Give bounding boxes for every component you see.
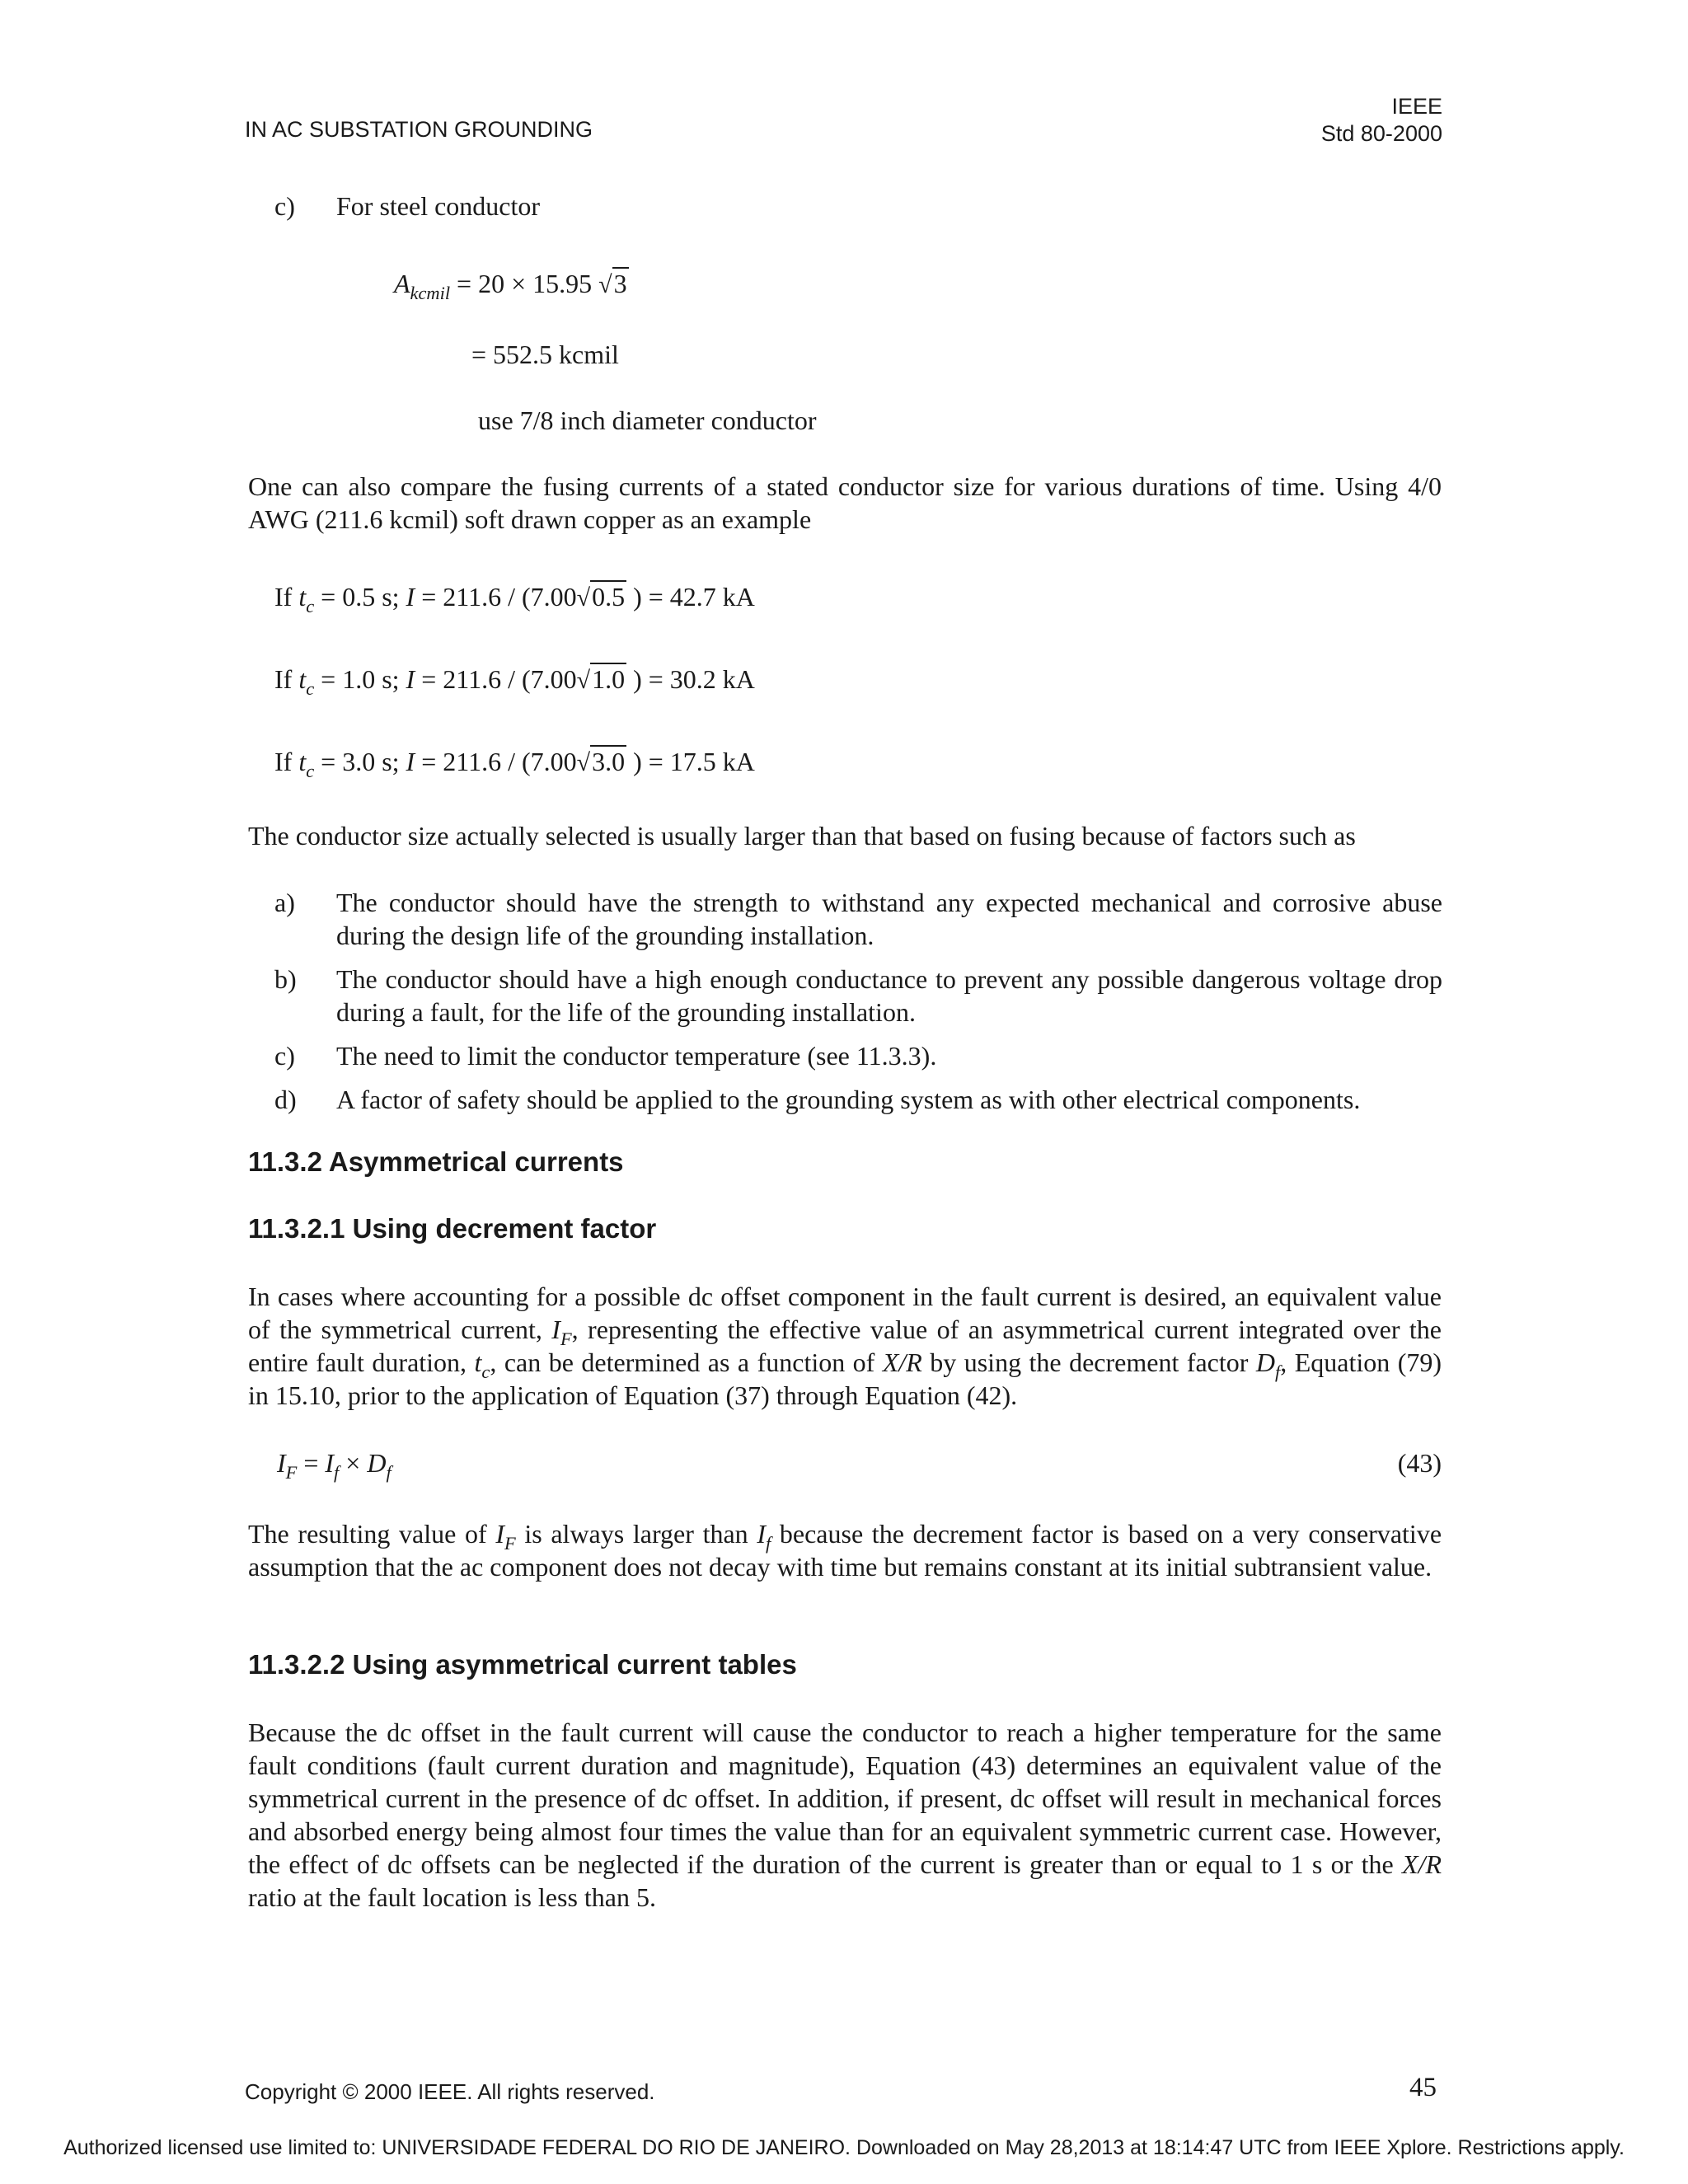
license-notice: Authorized licensed use limited to: UNIVERSIDADE FEDERAL DO RIO DE JANEIRO. Downloaded on May 28,2013 at 18:14:47 UTC from IEEE Xplore. Restrictions apply.	[63, 2136, 1625, 2159]
equation-number: (43)	[1397, 1448, 1442, 1478]
decrement-paragraph: In cases where accounting for a possible dc offset component in the fault current is desired, an equivalent value of the symmetrical current, $I_F$, representing the effective value of an asymmetrical current integrated over the entire fault duration, $t_c$, can be determined as a function of X/R by using the decrement factor $D_f$, Equation (79) in 15.10, prior to the application of Equation (37) through Equation (42).	[248, 1282, 1442, 1410]
sqrt-icon: √	[576, 584, 591, 612]
factor-label: d)	[274, 1085, 297, 1114]
steel-item-label: c)	[274, 191, 295, 221]
factor-label: a)	[274, 888, 295, 917]
steel-item-text: For steel conductor	[336, 191, 541, 221]
fusing-equation: If $t_c = 1.0$ s; I = 211.6 / (7.00√1.0 ) = 30.2 kA	[274, 664, 755, 699]
resulting-value-paragraph: The resulting value of $I_F$ is always larger than $I_f$ because the decrement factor is based on a very conservative assumption that the ac component does not decay with time but remains constant at its initial subtransient value.	[248, 1519, 1442, 1582]
section-heading-11-3-2-2: 11.3.2.2 Using asymmetrical current tables	[248, 1649, 797, 1680]
factor-text: The conductor should have a high enough conductance to prevent any possible dangerous voltage drop during a fault, for the life of the grounding installation.	[336, 964, 1442, 1027]
sqrt-icon: √	[576, 667, 591, 694]
running-header-left: IN AC SUBSTATION GROUNDING	[245, 117, 593, 142]
factor-text: A factor of safety should be applied to the grounding system as with other electrical components.	[336, 1085, 1361, 1114]
fusing-equation: If $t_c = 3.0$ s; I = 211.6 / (7.00√3.0 ) = 17.5 kA	[274, 747, 755, 781]
steel-equation-1: $A_{kcmil} = 20 \times 15.95$ √3	[394, 269, 627, 303]
area-symbol: A	[394, 269, 410, 298]
running-header-right	[1321, 93, 1442, 148]
factor-label: c)	[274, 1041, 295, 1071]
asymmetrical-tables-paragraph: Because the dc offset in the fault current will cause the conductor to reach a higher temperature for the same fault conditions (fault current duration and magnitude), Equation (43) determines an equivalent value of the symmetrical current in the presence of dc offset. In addition, if present, dc offset will result in mechanical forces and absorbed energy being almost four times the value than for an equivalent symmetric current case. However, the effect of dc offsets can be neglected if the duration of the current is greater than or equal to 1 s or the X/R ratio at the fault location is less than 5.	[248, 1718, 1442, 1912]
steel-eq1-rhs: = 20 × 15.95	[457, 269, 593, 298]
sqrt-icon: √	[598, 271, 612, 298]
steel-eq1-radicand: 3	[613, 269, 627, 298]
fusing-equation: If $t_c = 0.5$ s; I = 211.6 / (7.00√0.5 ) = 42.7 kA	[274, 582, 755, 616]
steel-equation-3: use 7/8 inch diameter conductor	[478, 405, 817, 435]
factor-text: The conductor should have the strength to withstand any expected mechanical and corrosive abuse during the design life of the grounding installation.	[336, 888, 1442, 950]
section-heading-11-3-2: 11.3.2 Asymmetrical currents	[248, 1146, 624, 1177]
equation-43: $I_F = I_f \times D_f$	[277, 1448, 392, 1483]
steel-equation-2: = 552.5 kcmil	[471, 340, 619, 369]
copyright-notice: Copyright © 2000 IEEE. All rights reserved.	[245, 2079, 655, 2104]
header-std-number: Std 80-2000	[1320, 121, 1442, 146]
compare-paragraph: One can also compare the fusing currents of a stated conductor size for various durations of time. Using 4/0 AWG (211.6 kcmil) soft drawn copper as an example	[248, 471, 1442, 534]
sqrt-icon: √	[576, 749, 591, 776]
factor-label: b)	[274, 964, 297, 994]
factor-text: The need to limit the conductor temperature (see 11.3.3).	[336, 1041, 937, 1071]
section-heading-11-3-2-1: 11.3.2.1 Using decrement factor	[248, 1213, 657, 1244]
header-ieee: IEEE	[1391, 94, 1442, 119]
page-number: 45	[1409, 2073, 1437, 2102]
selected-size-paragraph: The conductor size actually selected is usually larger than that based on fusing because of factors such as	[248, 821, 1356, 851]
